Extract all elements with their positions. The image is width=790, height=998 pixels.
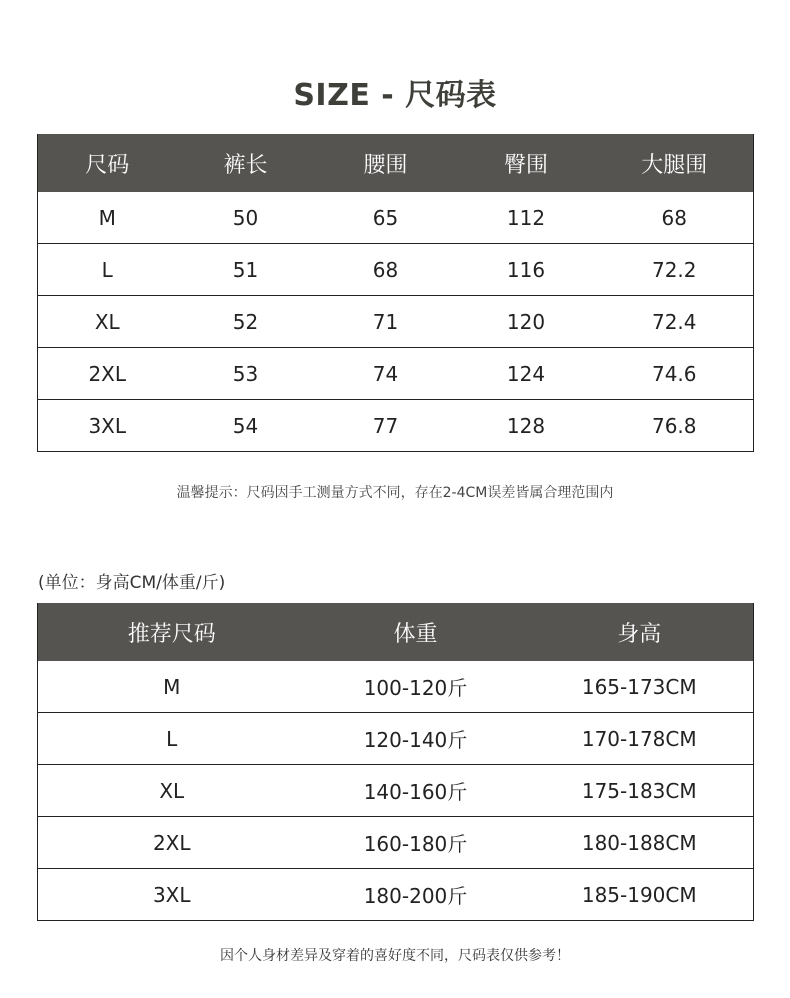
table-cell: 76.8 <box>596 400 754 452</box>
table-cell: 71 <box>315 296 457 348</box>
table-cell: 51 <box>177 244 315 296</box>
table-cell: 2XL <box>38 348 177 400</box>
table-cell: 74.6 <box>596 348 754 400</box>
table-cell: 120 <box>457 296 596 348</box>
table-cell: 180-188CM <box>526 817 754 869</box>
table-cell: 74 <box>315 348 457 400</box>
table-cell: 160-180斤 <box>306 817 526 869</box>
table-row <box>38 661 754 713</box>
table-cell: 72.4 <box>596 296 754 348</box>
recommended-header-row <box>38 603 754 661</box>
table-cell: 50 <box>177 192 315 244</box>
table-cell: L <box>38 244 177 296</box>
table-cell: 185-190CM <box>526 869 754 921</box>
header-thigh: 大腿围 <box>596 134 754 192</box>
table-cell: 72.2 <box>596 244 754 296</box>
table-cell: 52 <box>177 296 315 348</box>
recommended-size-table <box>37 603 754 921</box>
table-row <box>38 192 754 244</box>
table-cell: 53 <box>177 348 315 400</box>
table-cell: 65 <box>315 192 457 244</box>
table-cell: XL <box>38 765 306 817</box>
size-chart-table <box>37 134 754 452</box>
page-title: SIZE - 尺码表 <box>293 78 497 113</box>
table-row <box>38 296 754 348</box>
table-cell: 2XL <box>38 817 306 869</box>
table-cell: 170-178CM <box>526 713 754 765</box>
table-cell: 100-120斤 <box>306 661 526 713</box>
table-cell: 112 <box>457 192 596 244</box>
table-cell: 68 <box>596 192 754 244</box>
table-cell: 140-160斤 <box>306 765 526 817</box>
table-cell: 3XL <box>38 869 306 921</box>
table-row <box>38 348 754 400</box>
table-cell: 68 <box>315 244 457 296</box>
table-cell: XL <box>38 296 177 348</box>
header-weight: 体重 <box>306 603 526 661</box>
size-chart-header-row <box>38 134 754 192</box>
table-cell: 128 <box>457 400 596 452</box>
table-cell: M <box>38 661 306 713</box>
table-row <box>38 713 754 765</box>
header-size: 尺码 <box>38 134 177 192</box>
measurement-tip: 温馨提示：尺码因手工测量方式不同，存在2-4CM误差皆属合理范围内 <box>176 485 614 501</box>
table-cell: 77 <box>315 400 457 452</box>
table-row <box>38 765 754 817</box>
table-row <box>38 400 754 452</box>
table-row <box>38 869 754 921</box>
table-cell: 180-200斤 <box>306 869 526 921</box>
table-row <box>38 244 754 296</box>
table-cell: 124 <box>457 348 596 400</box>
table-cell: 116 <box>457 244 596 296</box>
table-cell: 3XL <box>38 400 177 452</box>
header-hip: 臀围 <box>457 134 596 192</box>
header-recommended-size: 推荐尺码 <box>38 603 306 661</box>
unit-label: (单位：身高CM/体重/斤) <box>38 573 226 593</box>
table-cell: 175-183CM <box>526 765 754 817</box>
header-height: 身高 <box>526 603 754 661</box>
header-length: 裤长 <box>177 134 315 192</box>
table-row <box>38 817 754 869</box>
table-cell: M <box>38 192 177 244</box>
table-cell: 120-140斤 <box>306 713 526 765</box>
table-cell: L <box>38 713 306 765</box>
table-cell: 165-173CM <box>526 661 754 713</box>
disclaimer-note: 因个人身材差异及穿着的喜好度不同，尺码表仅供参考！ <box>220 948 570 964</box>
header-waist: 腰围 <box>315 134 457 192</box>
table-cell: 54 <box>177 400 315 452</box>
